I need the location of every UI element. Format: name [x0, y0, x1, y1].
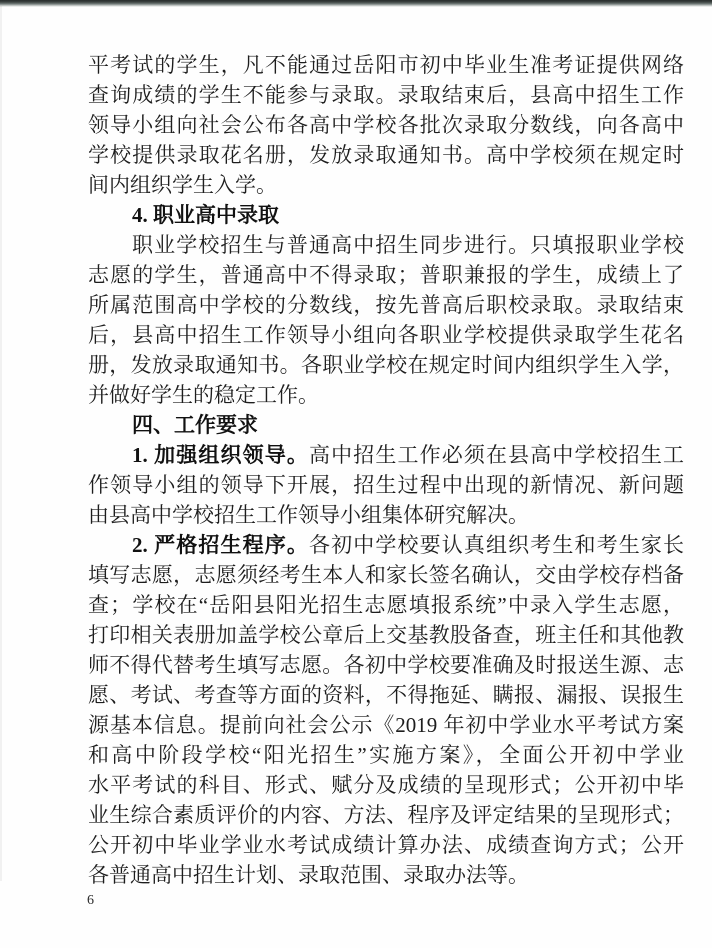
bold-run: 四、工作要求	[132, 413, 258, 437]
text-line	[88, 860, 684, 890]
text-line	[88, 320, 684, 350]
text-line	[88, 710, 684, 740]
body-run: 业生综合素质评价的内容、方法、程序及评定结果的呈现形式；	[88, 803, 684, 827]
body-run: 高中招生工作必须在县高中学校招生工	[309, 443, 684, 467]
text-block	[88, 50, 684, 890]
text-line	[88, 440, 684, 470]
body-run: 间内组织学生入学。	[88, 173, 277, 197]
body-run: 后，县高中招生工作领导小组向各职业学校提供录取学生花名	[88, 323, 684, 347]
text-line	[88, 350, 684, 380]
heading-line	[88, 410, 684, 440]
body-run: 打印相关表册加盖学校公章后上交基教股备查，班主任和其他教	[88, 623, 684, 647]
body-run: 查；学校在“岳阳县阳光招生志愿填报系统”中录入学生志愿，	[88, 593, 684, 617]
scan-top-edge	[0, 0, 712, 7]
body-run: 作领导小组的领导下开展，招生过程中出现的新情况、新问题	[88, 473, 684, 497]
text-line	[88, 680, 684, 710]
text-line	[88, 50, 684, 80]
body-run: 师不得代替考生填写志愿。各初中学校要准确及时报送生源、志	[88, 653, 684, 677]
bold-run: 2. 严格招生程序。	[132, 533, 309, 557]
body-run: 公开初中毕业学业水考试成绩计算办法、成绩查询方式；公开	[88, 833, 684, 857]
text-line	[88, 380, 684, 410]
scan-left-edge	[0, 6, 2, 881]
text-line	[88, 230, 684, 260]
text-line	[88, 470, 684, 500]
text-line	[88, 110, 684, 140]
body-run: 查询成绩的学生不能参与录取。录取结束后，县高中招生工作	[88, 83, 684, 107]
bold-run: 4. 职业高中录取	[132, 203, 279, 227]
text-line	[88, 260, 684, 290]
body-run: 职业学校招生与普通高中招生同步进行。只填报职业学校	[132, 233, 684, 257]
body-run: 源基本信息。提前向社会公示《2019 年初中学业水平考试方案	[88, 713, 684, 737]
text-line	[88, 770, 684, 800]
text-line	[88, 80, 684, 110]
body-run: 各普通高中招生计划、录取范围、录取办法等。	[88, 863, 529, 887]
body-run: 平考试的学生，凡不能通过岳阳市初中毕业生准考证提供网络	[88, 53, 684, 77]
text-line	[88, 140, 684, 170]
body-run: 和高中阶段学校“阳光招生”实施方案》，全面公开初中学业	[88, 743, 684, 767]
bold-run: 1. 加强组织领导。	[132, 443, 309, 467]
text-line	[88, 740, 684, 770]
body-run: 愿、考试、考查等方面的资料，不得拖延、瞒报、漏报、误报生	[88, 683, 684, 707]
text-line	[88, 620, 684, 650]
body-run: 志愿的学生，普通高中不得录取；普职兼报的学生，成绩上了	[88, 263, 684, 287]
text-line	[88, 560, 684, 590]
text-line	[88, 590, 684, 620]
text-line	[88, 830, 684, 860]
body-run: 所属范围高中学校的分数线，按先普高后职校录取。录取结束	[88, 293, 684, 317]
text-line	[88, 500, 684, 530]
text-line	[88, 650, 684, 680]
body-run: 并做好学生的稳定工作。	[88, 383, 319, 407]
text-line	[88, 800, 684, 830]
body-run: 水平考试的科目、形式、赋分及成绩的呈现形式；公开初中毕	[88, 773, 684, 797]
body-run: 学校提供录取花名册，发放录取通知书。高中学校须在规定时	[88, 143, 684, 167]
body-run: 填写志愿，志愿须经考生本人和家长签名确认，交由学校存档备	[88, 563, 684, 587]
body-run: 册，发放录取通知书。各职业学校在规定时间内组织学生入学，	[88, 353, 684, 377]
body-run: 领导小组向社会公布各高中学校各批次录取分数线，向各高中	[88, 113, 684, 137]
text-line	[88, 530, 684, 560]
body-run: 各初中学校要认真组织考生和考生家长	[309, 533, 684, 557]
text-line	[88, 170, 684, 200]
heading-line	[88, 200, 684, 230]
text-line	[88, 290, 684, 320]
page-number: 6	[87, 893, 94, 908]
body-run: 由县高中学校招生工作领导小组集体研究解决。	[88, 503, 529, 527]
